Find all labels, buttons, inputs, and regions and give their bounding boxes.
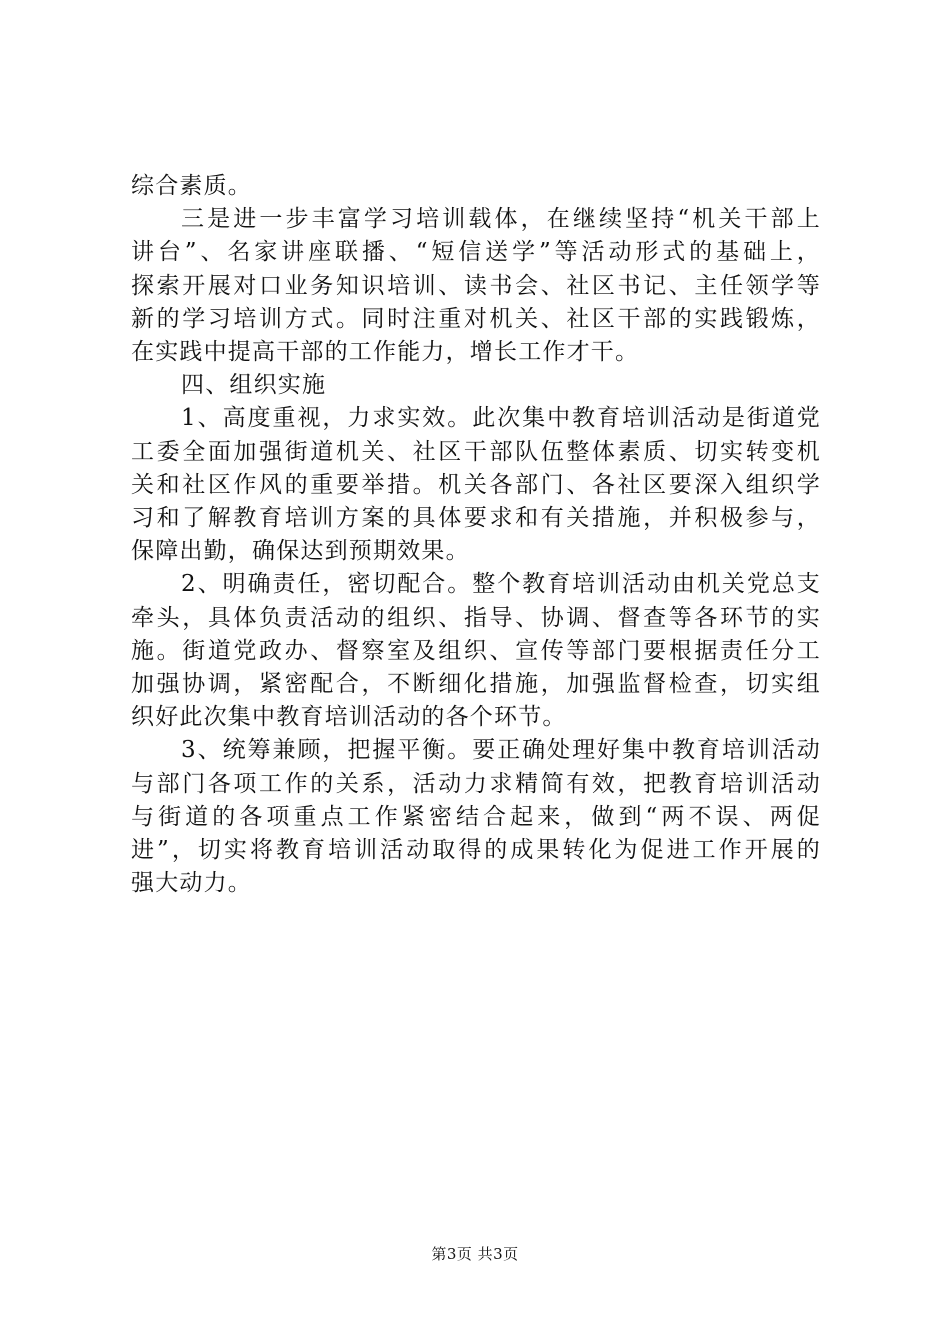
document-body [131, 170, 821, 900]
text-line: 在实践中提高干部的工作能力，增长工作才干。 [131, 339, 640, 366]
text-line: 1、高度重视，力求实效。此次集中教育培训活动是街道党 [181, 405, 821, 432]
page-footer: 第3页 共3页 [431, 1245, 519, 1263]
text-line: 讲台”、名家讲座联播、“短信送学”等活动形式的基础上， [131, 239, 821, 266]
text-line: 习和了解教育培训方案的具体要求和有关措施，并积极参与， [131, 505, 821, 532]
text-line: 关和社区作风的重要举措。机关各部门、各社区要深入组织学 [131, 471, 821, 498]
text-line: 保障出勤，确保达到预期效果。 [131, 538, 470, 565]
text-line: 三是进一步丰富学习培训载体，在继续坚持“机关干部上 [181, 206, 821, 233]
text-line: 3、统筹兼顾，把握平衡。要正确处理好集中教育培训活动 [181, 737, 821, 764]
text-line: 四、组织实施 [181, 372, 327, 399]
text-line: 牵头，具体负责活动的组织、指导、协调、督查等各环节的实 [131, 604, 821, 631]
text-line: 工委全面加强街道机关、社区干部队伍整体素质、切实转变机 [131, 438, 821, 465]
text-line: 强大动力。 [131, 870, 252, 897]
text-line: 加强协调，紧密配合，不断细化措施，加强监督检查，切实组 [131, 671, 821, 698]
text-line: 与部门各项工作的关系，活动力求精简有效，把教育培训活动 [131, 770, 821, 797]
text-line: 2、明确责任，密切配合。整个教育培训活动由机关党总支 [181, 571, 821, 598]
text-line: 进”，切实将教育培训活动取得的成果转化为促进工作开展的 [131, 837, 821, 864]
text-line: 新的学习培训方式。同时注重对机关、社区干部的实践锻炼， [131, 305, 821, 332]
text-line: 织好此次集中教育培训活动的各个环节。 [131, 704, 567, 731]
text-line: 施。街道党政办、督察室及组织、宣传等部门要根据责任分工 [131, 637, 821, 664]
text-line: 与街道的各项重点工作紧密结合起来，做到“两不误、两促 [131, 803, 821, 830]
text-line: 探索开展对口业务知识培训、读书会、社区书记、主任领学等 [131, 272, 821, 299]
text-line: 综合素质。 [131, 173, 252, 199]
